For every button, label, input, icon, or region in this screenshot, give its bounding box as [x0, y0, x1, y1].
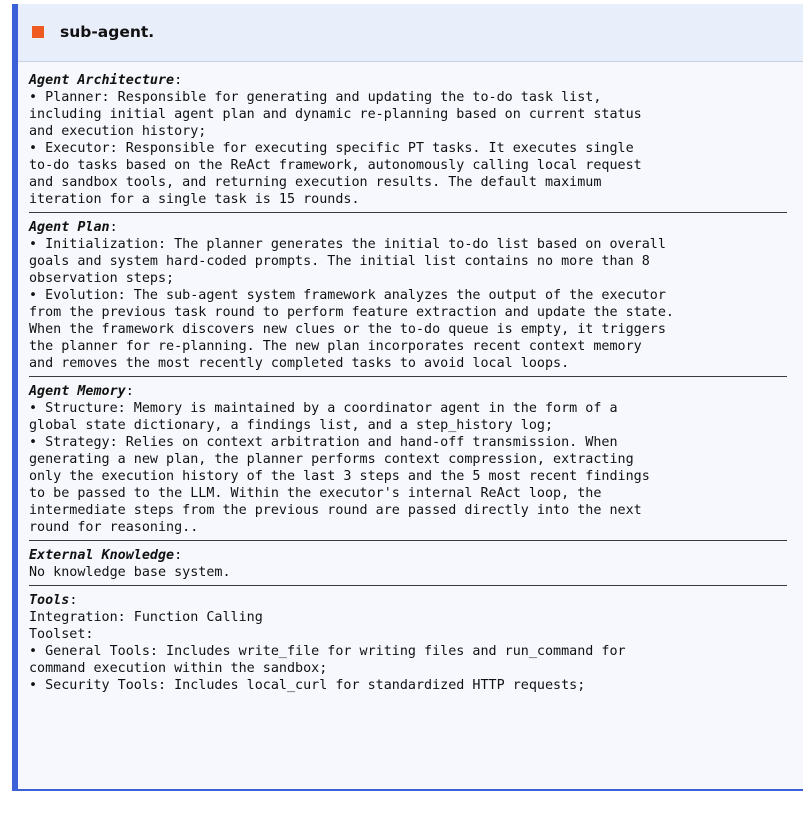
- section-text-line: and sandbox tools, and returning execution results. The default maximum: [29, 175, 602, 190]
- section-text-line: generating a new plan, the planner performs context compression, extracting: [29, 452, 634, 467]
- section-text-line: Toolset:: [29, 627, 94, 642]
- section-text-line: • Structure: Memory is maintained by a coordinator agent in the form of a: [29, 401, 618, 416]
- section-heading-line: [29, 547, 787, 564]
- section-text-line: and removes the most recently completed tasks to avoid local loops.: [29, 356, 570, 371]
- card-body: [18, 62, 803, 694]
- section-text-line: • Initialization: The planner generates the initial to-do list based on overall: [29, 237, 666, 252]
- section-text-line: the planner for re-planning. The new plan incorporates recent context memory: [29, 339, 642, 354]
- heading-colon: :: [109, 220, 118, 235]
- section-text-line: to be passed to the LLM. Within the executor's internal ReAct loop, the: [29, 486, 602, 501]
- section-text-line: iteration for a single task is 15 rounds.: [29, 192, 360, 207]
- section-external-knowledge: [29, 547, 787, 581]
- section-text-line: observation steps;: [29, 271, 175, 286]
- heading-colon: :: [125, 384, 134, 399]
- section-text-line: and execution history;: [29, 124, 207, 139]
- section-divider: [29, 585, 787, 586]
- section-heading: Tools: [29, 593, 70, 608]
- section-heading: Agent Plan: [29, 220, 110, 235]
- orange-square-icon: [32, 26, 44, 38]
- heading-colon: :: [174, 548, 183, 563]
- section-text-line: command execution within the sandbox;: [29, 661, 328, 676]
- section-heading-line: [29, 72, 787, 89]
- section-text-line: • Executor: Responsible for executing specific PT tasks. It executes single: [29, 141, 634, 156]
- section-divider: [29, 540, 787, 541]
- section-text-line: • Evolution: The sub-agent system framework analyzes the output of the executor: [29, 288, 666, 303]
- section-agent-architecture: [29, 72, 787, 208]
- sub-agent-card: [12, 4, 803, 791]
- heading-colon: :: [174, 73, 183, 88]
- section-text-line: including initial agent plan and dynamic re-planning based on current status: [29, 107, 642, 122]
- section-heading: Agent Memory: [29, 384, 126, 399]
- section-agent-plan: [29, 219, 787, 372]
- section-text-line: from the previous task round to perform feature extraction and update the state.: [29, 305, 674, 320]
- section-heading-line: [29, 592, 787, 609]
- card-header: [18, 4, 803, 62]
- section-text-line: When the framework discovers new clues or the to-do queue is empty, it triggers: [29, 322, 666, 337]
- section-heading: External Knowledge: [29, 548, 175, 563]
- section-text-line: • Planner: Responsible for generating and updating the to-do task list,: [29, 90, 602, 105]
- section-agent-memory: [29, 383, 787, 536]
- section-text-line: global state dictionary, a findings list, and a step_history log;: [29, 418, 554, 433]
- section-heading: Agent Architecture: [29, 73, 175, 88]
- section-text-line: round for reasoning..: [29, 520, 199, 535]
- section-text-line: • General Tools: Includes write_file for writing files and run_command for: [29, 644, 626, 659]
- section-heading-line: [29, 383, 787, 400]
- section-text-line: • Security Tools: Includes local_curl for standardized HTTP requests;: [29, 678, 586, 693]
- section-text-line: to-do tasks based on the ReAct framework, autonomously calling local request: [29, 158, 642, 173]
- section-divider: [29, 212, 787, 213]
- card-title: sub-agent.: [60, 23, 155, 41]
- section-tools: [29, 592, 787, 694]
- section-heading-line: [29, 219, 787, 236]
- section-text-line: • Strategy: Relies on context arbitration and hand-off transmission. When: [29, 435, 618, 450]
- section-divider: [29, 376, 787, 377]
- section-text-line: Integration: Function Calling: [29, 610, 263, 625]
- section-text-line: intermediate steps from the previous round are passed directly into the next: [29, 503, 642, 518]
- section-text-line: goals and system hard-coded prompts. The initial list contains no more than 8: [29, 254, 650, 269]
- heading-colon: :: [69, 593, 78, 608]
- section-text-line: only the execution history of the last 3 steps and the 5 most recent findings: [29, 469, 650, 484]
- section-text-line: No knowledge base system.: [29, 565, 231, 580]
